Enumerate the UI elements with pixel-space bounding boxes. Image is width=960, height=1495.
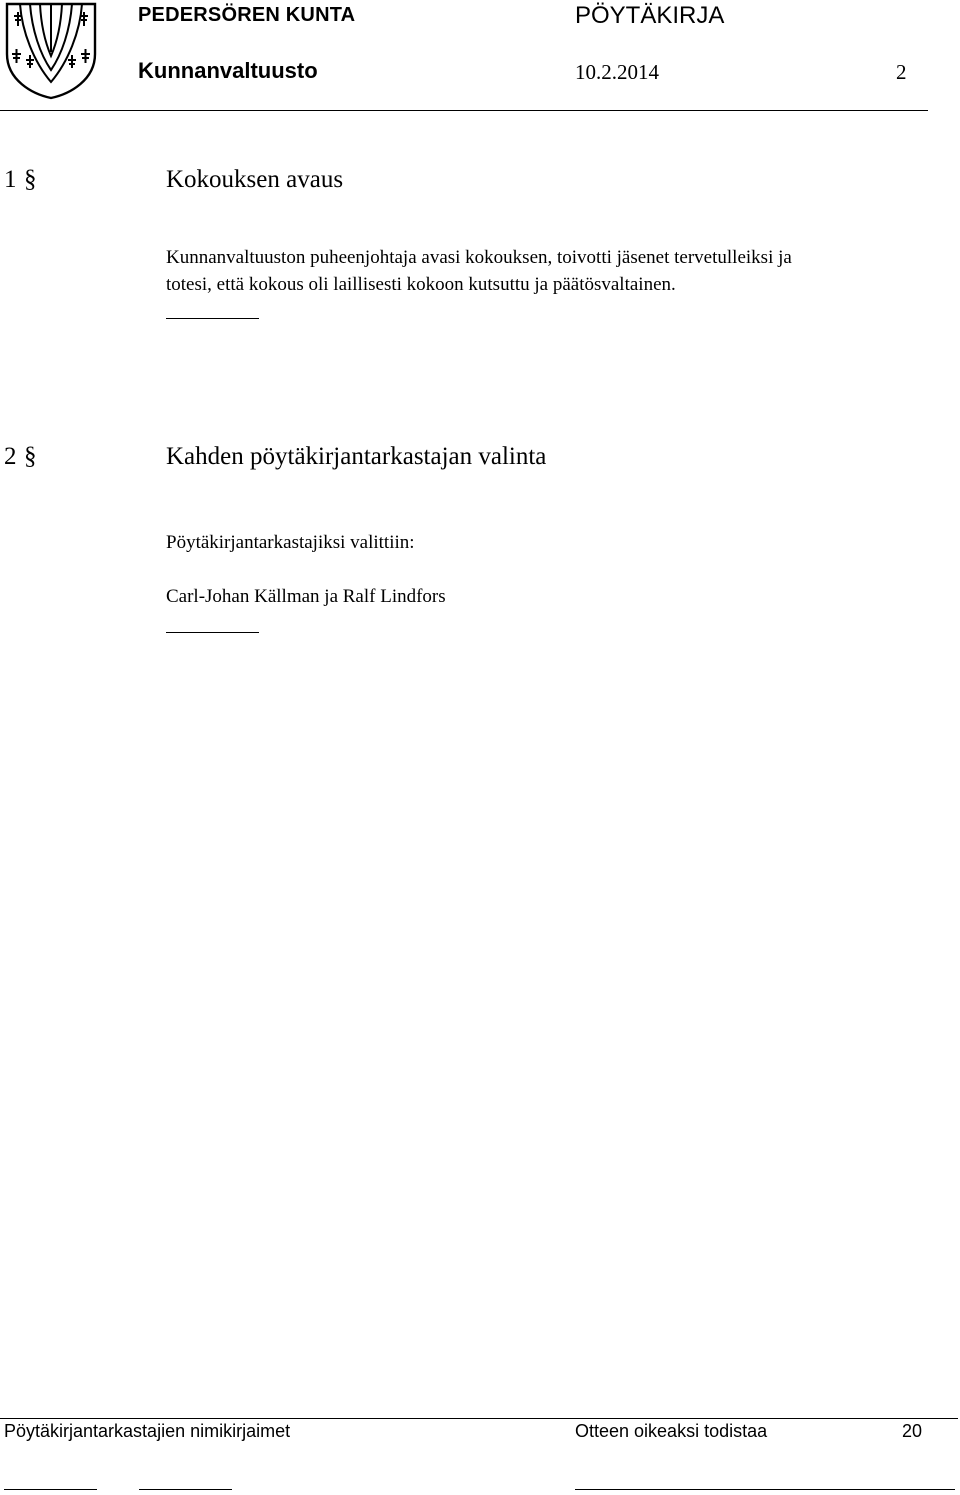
header-divider (0, 110, 928, 111)
section-number: 1 (4, 166, 17, 193)
council-name: Kunnanvaltuusto (138, 58, 318, 83)
initials-signature-line (139, 1489, 232, 1490)
paragraph-line: Kunnanvaltuuston puheenjohtaja avasi kokouksen, toivotti jäsenet tervetulleiksi ja (166, 247, 792, 268)
section-end-rule (166, 318, 259, 319)
paragraph-line: Pöytäkirjantarkastajiksi valittiin: (166, 532, 415, 553)
coat-of-arms-icon (4, 2, 98, 100)
certification-signature-line (575, 1489, 955, 1490)
section-symbol: § (24, 443, 37, 470)
page-number: 2 (896, 60, 907, 84)
initials-label: Pöytäkirjantarkastajien nimikirjaimet (4, 1421, 291, 1441)
paragraph-line: Carl-Johan Källman ja Ralf Lindfors (166, 586, 446, 607)
section-symbol: § (24, 166, 37, 193)
meeting-date: 10.2.2014 (575, 60, 659, 84)
organization-name: PEDERSÖREN KUNTA (138, 4, 356, 26)
footer-divider (0, 1418, 958, 1419)
page-total: 20 (902, 1421, 923, 1441)
initials-signature-line (4, 1489, 97, 1490)
section-number: 2 (4, 443, 17, 470)
section-title: Kahden pöytäkirjantarkastajan valinta (166, 443, 547, 470)
document-type: PÖYTÄKIRJA (575, 2, 725, 29)
paragraph-line: totesi, että kokous oli laillisesti kokoon kutsuttu ja päätösvaltainen. (166, 274, 676, 295)
section-end-rule (166, 632, 259, 633)
section-title: Kokouksen avaus (166, 166, 344, 193)
certified-label: Otteen oikeaksi todistaa (575, 1421, 768, 1441)
